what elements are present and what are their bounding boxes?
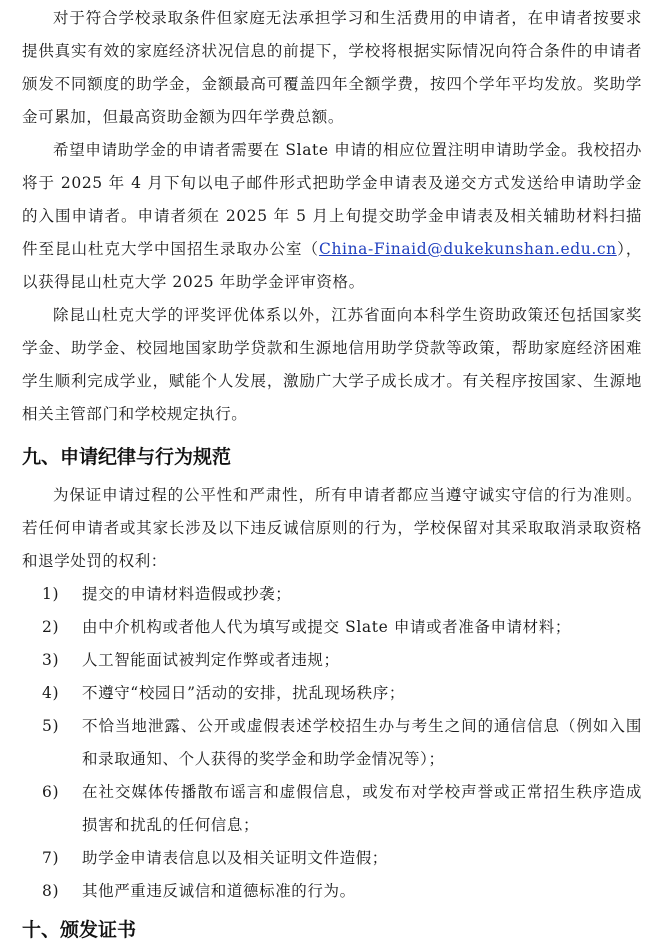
aid-application-text-start: 希望申请助学金的申请者需要在 Slate 申请的相应位置注明申请助学金。我校招办将于 2025 年 4 月下旬以电子邮件形式把助学金申请表及递交方式发送给申请助学金的入围申请者。申请者须在 2025 年 5 月上旬提交助学金申请表及相关辅助材料扫描件至昆山杜克大学中国招生录取办公室（ <box>22 141 642 258</box>
section-10-heading: 十、颁发证书 <box>22 919 137 941</box>
finaid-email-link[interactable]: China-Finaid@dukekunshan.edu.cn <box>318 240 617 258</box>
item-number: 7) <box>42 849 60 867</box>
list-item <box>22 578 642 611</box>
list-item <box>22 611 642 644</box>
aid-application-text-end: ），以获得昆山杜克大学 2025 年助学金评审资格。 <box>22 240 642 291</box>
item-text: 不恰当地泄露、公开或虚假表述学校招生办与考生之间的通信信息（例如入围和录取通知、个人获得的奖学金和助学金情况等）； <box>82 717 642 768</box>
violation-list <box>22 578 642 908</box>
list-item <box>22 776 642 842</box>
item-text: 人工智能面试被判定作弊或者违规； <box>82 651 340 669</box>
paragraph-jiangsu-policy: 除昆山杜克大学的评奖评优体系以外，江苏省面向本科学生资助政策还包括国家奖学金、助学金、校园地国家助学贷款和生源地信用助学贷款等政策，帮助家庭经济困难学生顺利完成学业，赋能个人发展，激励广大学子成长成才。有关程序按国家、生源地相关主管部门和学校规定执行。 <box>22 306 642 423</box>
item-text: 在社交媒体传播散布谣言和虚假信息，或发布对学校声誉或正常招生秩序造成损害和扰乱的任何信息； <box>82 783 642 834</box>
list-item <box>22 644 642 677</box>
item-number: 5) <box>42 717 60 735</box>
item-number: 1) <box>42 585 60 603</box>
section-9-heading: 九、申请纪律与行为规范 <box>22 446 232 468</box>
item-text: 由中介机构或者他人代为填写或提交 Slate 申请或者准备申请材料； <box>82 618 571 636</box>
list-item <box>22 677 642 710</box>
item-text: 提交的申请材料造假或抄袭； <box>82 585 292 603</box>
item-number: 8) <box>42 882 60 900</box>
paragraph-aid-application <box>22 134 642 299</box>
document-page <box>0 2 664 941</box>
list-item <box>22 842 642 875</box>
list-item <box>22 710 642 776</box>
item-text: 助学金申请表信息以及相关证明文件造假； <box>82 849 388 867</box>
item-text: 其他严重违反诚信和道德标准的行为。 <box>82 882 356 900</box>
item-text: 不遵守“校园日”活动的安排，扰乱现场秩序； <box>82 684 405 702</box>
list-item <box>22 875 642 908</box>
item-number: 4) <box>42 684 60 702</box>
paragraph-financial-aid: 对于符合学校录取条件但家庭无法承担学习和生活费用的申请者，在申请者按要求提供真实有效的家庭经济状况信息的前提下，学校将根据实际情况向符合条件的申请者颁发不同额度的助学金，金额最高可覆盖四年全额学费，按四个学年平均发放。奖助学金可累加，但最高资助金额为四年学费总额。 <box>22 9 642 126</box>
item-number: 3) <box>42 651 60 669</box>
item-number: 6) <box>42 783 60 801</box>
item-number: 2) <box>42 618 60 636</box>
section-9-intro: 为保证申请过程的公平性和严肃性，所有申请者都应当遵守诚实守信的行为准则。若任何申请者或其家长涉及以下违反诚信原则的行为，学校保留对其采取取消录取资格和退学处罚的权利： <box>22 486 642 570</box>
